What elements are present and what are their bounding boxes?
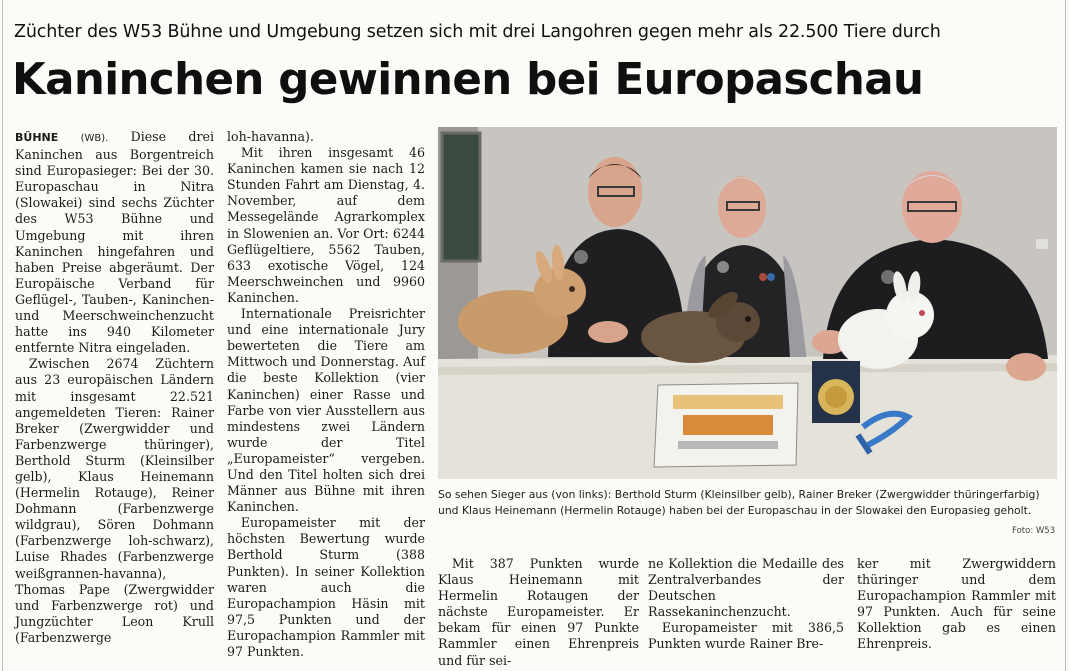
paragraph: ne Kollektion die Medaille des Zentralverbandes der Deutschen Rassekaninchenzucht. [648, 556, 844, 620]
article-column-1 [15, 129, 214, 646]
photo-caption [438, 487, 1058, 519]
article-column-2 [227, 129, 425, 660]
right-column-rule [1065, 0, 1066, 671]
paragraph: Europameister mit der höchsten Bewertung wurde Berthold Sturm (388 Punkten). In seiner Kollektion waren auch die Europachampion Häsin mit 97,5 Punkten und der Europachampion Rammler mit 97 Punkten. [227, 515, 425, 659]
paragraph: loh-havanna). [227, 129, 314, 144]
dateline-place: BÜHNE [15, 131, 59, 144]
certificate [654, 383, 798, 467]
article-photo [438, 127, 1057, 479]
article-column-5 [857, 556, 1056, 653]
article-column-4 [648, 556, 844, 653]
article-kicker: Züchter des W53 Bühne und Umgebung setzen sich mit drei Langohren gegen mehr als 22.500 Tiere durch [14, 22, 941, 42]
paragraph: Mit 387 Punkten wurde Klaus Heinemann mit Hermelin Rotaugen der nächste Europameister. Er bekam für einen 97 Punkte Rammler einen Ehrenpreis und für sei- [438, 556, 639, 668]
paragraph: Europameister mit 386,5 Punkten wurde Rainer Bre- [648, 620, 844, 652]
paragraph: Mit ihren insgesamt 46 Kaninchen kamen sie nach 12 Stunden Fahrt am Dienstag, 4. November, auf dem Messegelände Agrarkomplex in Slowenien an. Vor Ort: 6244 Geflügeltiere, 5562 Tauben, 633 exotische Vögel, 124 Meerschweinchen und 9960 Kaninchen. [227, 145, 425, 305]
caption-line: So sehen Sieger aus (von links): Berthold Sturm (Kleinsilber gelb), Rainer Breker (Zwergwidder thüringerfarbig) [438, 488, 1040, 501]
article-column-3 [438, 556, 639, 669]
wall-picture [442, 133, 480, 261]
article-headline: Kaninchen gewinnen bei Europaschau [12, 55, 924, 105]
left-column-rule [2, 0, 3, 671]
paragraph: ker mit Zwergwiddern thüringer und dem Europachampion Rammler mit 97 Punkten. Auch für seine Kollektion gab es einen Ehrenpreis. [857, 556, 1056, 652]
dateline-agency: (WB). [80, 133, 109, 144]
caption-line: und Klaus Heinemann (Hermelin Rotauge) haben bei der Europaschau in der Slowakei den Europasieg geholt. [438, 504, 1032, 517]
photo-credit: Foto: W53 [1012, 526, 1056, 536]
paragraph: Internationale Preisrichter und eine internationale Jury bewerteten die Tiere am Mittwoch und Donnerstag. Auf die beste Kollektion (vier Kaninchen) einer Rasse und Farbe von vier Ausstellern aus mindestens zwei Ländern wurde der Titel „Europameister“ vergeben. Und den Titel holten sich drei Männer aus Bühne mit ihren Kaninchen. [227, 306, 425, 515]
paragraph: Zwischen 2674 Züchtern aus 23 europäischen Ländern mit insgesamt 22.521 angemeldeten Tieren: Rainer Breker (Zwergwidder und Farbenzwerge thüringer), Berthold Sturm (Kleinsilber gelb), Klaus Heinemann (Hermelin Rotauge), Reiner Dohmann (Farbenzwerge wildgrau), Sören Dohmann (Farbenzwerge loh-schwarz), Luise Rhades (Farbenzwerge weißgrannen-havanna), Thomas Pape (Zwergwidder und Farbenzwerge rot) und Jungzüchter Leon Krull (Farbenzwerge [15, 356, 214, 645]
photo-illustration [438, 127, 1057, 479]
medal [812, 361, 860, 423]
paragraph: Diese drei Kaninchen aus Borgentreich sind Europasieger: Bei der 30. Europaschau in Nitra (Slowakei) sind sechs Züchter des W53 Bühne und Umgebung mit ihren Kaninchen hingefahren und haben Preise abgeräumt. Der Europäische Verband für Geflügel-, Tauben-, Kaninchen- und Meerschweinchenzucht hatte ins 940 Kilometer entfernte Nitra eingeladen. [15, 129, 214, 356]
